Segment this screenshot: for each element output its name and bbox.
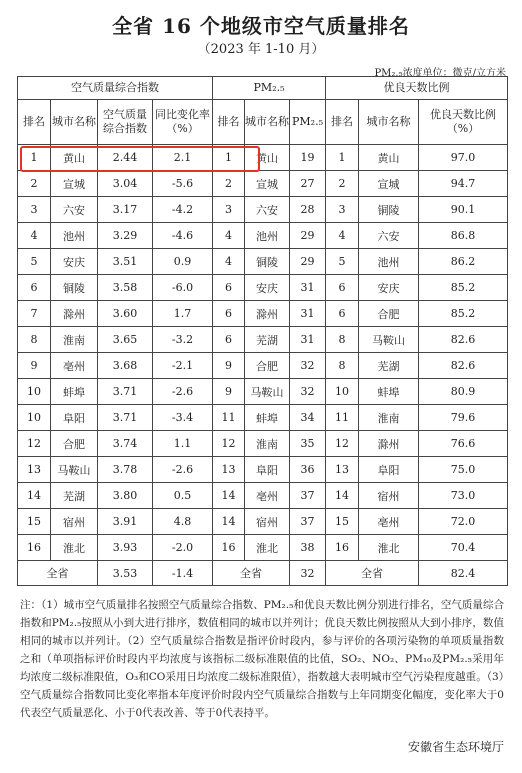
good-ratio-cell: 97.0 <box>419 145 508 171</box>
source-attribution: 安徽省生态环境厅 <box>407 740 504 754</box>
city-cell: 池州 <box>245 223 290 249</box>
rank-cell: 8 <box>326 327 359 353</box>
good-ratio-cell: 80.9 <box>419 379 508 405</box>
rank-cell: 14 <box>213 483 245 509</box>
city-cell: 淮北 <box>51 535 98 561</box>
table-row <box>18 249 508 275</box>
good-ratio-cell: 70.4 <box>419 535 508 561</box>
aqi-cell: 3.78 <box>98 457 153 483</box>
rank-cell: 13 <box>326 457 359 483</box>
rank-cell: 15 <box>326 509 359 535</box>
total-pm25: 32 <box>290 561 326 586</box>
aqi-cell: 2.44 <box>98 145 153 171</box>
rank-cell: 16 <box>326 535 359 561</box>
city-cell: 马鞍山 <box>245 379 290 405</box>
pm25-cell: 32 <box>290 353 326 379</box>
rank-cell: 11 <box>213 405 245 431</box>
col-city: 城市名称 <box>245 100 290 145</box>
good-ratio-cell: 94.7 <box>419 171 508 197</box>
group-header-pm25: PM₂.₅ <box>213 77 326 100</box>
city-cell: 安庆 <box>51 249 98 275</box>
change-cell: -3.2 <box>153 327 213 353</box>
aqi-cell: 3.74 <box>98 431 153 457</box>
rank-cell: 16 <box>213 535 245 561</box>
total-label: 全省 <box>213 561 290 586</box>
city-cell: 芜湖 <box>359 353 419 379</box>
aqi-cell: 3.68 <box>98 353 153 379</box>
highlight-box <box>20 146 260 172</box>
table-row <box>18 301 508 327</box>
aqi-cell: 3.60 <box>98 301 153 327</box>
footnotes: 注：（1）城市空气质量排名按照空气质量综合指数、PM₂.₅和优良天数比例分别进行排名，空气质量综合指数和PM₂.₅按照从小到大进行排序，数值相同的城市以并列计；优良天数比例按照从大到小排序，数值相同的城市以并列计。（2）空气质量综合指数是指评价时段内，参与评价的各项污染物的单项质量指数之和（单项指标评价时段内平均浓度与该指标二级标准限值的比值，SO₂、NO₂、PM₁₀及PM₂.₅采用年均浓度二级标准限值，O₃和CO采用日均浓度二级标准限值），指数越大表明城市空气污染程度越重。（3）空气质量综合指数同比变化率指本年度评价时段内空气质量综合指数与上年同期变化幅度，变化率大于0代表空气质量恶化、小于0代表改善、等于0代表持平。 <box>20 599 504 719</box>
aqi-cell: 3.71 <box>98 405 153 431</box>
aqi-cell: 3.51 <box>98 249 153 275</box>
rank-cell: 14 <box>213 509 245 535</box>
change-cell: -2.6 <box>153 379 213 405</box>
pm25-cell: 29 <box>290 249 326 275</box>
col-city: 城市名称 <box>359 100 419 145</box>
col-rank: 排名 <box>18 100 51 145</box>
table-row <box>18 353 508 379</box>
col-aqi: 空气质量综合指数 <box>98 100 153 145</box>
col-rank: 排名 <box>213 100 245 145</box>
pm25-cell: 31 <box>290 275 326 301</box>
city-cell: 铜陵 <box>51 275 98 301</box>
city-cell: 芜湖 <box>51 483 98 509</box>
table-row <box>18 509 508 535</box>
city-cell: 淮北 <box>359 535 419 561</box>
rank-cell: 6 <box>326 275 359 301</box>
good-ratio-cell: 86.2 <box>419 249 508 275</box>
pm25-cell: 36 <box>290 457 326 483</box>
city-cell: 合肥 <box>51 431 98 457</box>
change-cell: -2.1 <box>153 353 213 379</box>
rank-cell: 5 <box>326 249 359 275</box>
aqi-cell: 3.04 <box>98 171 153 197</box>
total-ratio: 82.4 <box>419 561 508 586</box>
rank-cell: 11 <box>326 405 359 431</box>
city-cell: 宿州 <box>245 509 290 535</box>
rank-cell: 8 <box>326 353 359 379</box>
city-cell: 宣城 <box>359 171 419 197</box>
city-cell: 淮南 <box>245 431 290 457</box>
rank-cell: 14 <box>326 483 359 509</box>
good-ratio-cell: 82.6 <box>419 327 508 353</box>
city-cell: 六安 <box>359 223 419 249</box>
rank-cell: 9 <box>213 379 245 405</box>
city-cell: 合肥 <box>359 301 419 327</box>
city-cell: 六安 <box>51 197 98 223</box>
rank-cell: 4 <box>213 223 245 249</box>
rank-cell: 3 <box>326 197 359 223</box>
city-cell: 芜湖 <box>245 327 290 353</box>
rank-cell: 8 <box>18 327 51 353</box>
rank-cell: 1 <box>326 145 359 171</box>
pm25-cell: 37 <box>290 509 326 535</box>
city-cell: 黄山 <box>51 145 98 171</box>
good-ratio-cell: 75.0 <box>419 457 508 483</box>
good-ratio-cell: 85.2 <box>419 275 508 301</box>
good-ratio-cell: 72.0 <box>419 509 508 535</box>
rank-cell: 2 <box>326 171 359 197</box>
rank-cell: 16 <box>18 535 51 561</box>
good-ratio-cell: 76.6 <box>419 431 508 457</box>
page-subtitle: （2023 年 1-10 月） <box>197 42 325 57</box>
city-cell: 滁州 <box>245 301 290 327</box>
change-cell: 0.5 <box>153 483 213 509</box>
change-cell: 1.7 <box>153 301 213 327</box>
pm25-cell: 31 <box>290 327 326 353</box>
rank-cell: 12 <box>326 431 359 457</box>
rank-cell: 6 <box>326 301 359 327</box>
aqi-cell: 3.91 <box>98 509 153 535</box>
rank-cell: 1 <box>18 145 51 171</box>
city-cell: 亳州 <box>51 353 98 379</box>
good-ratio-cell: 82.6 <box>419 353 508 379</box>
rank-cell: 15 <box>18 509 51 535</box>
city-cell: 蚌埠 <box>359 379 419 405</box>
col-pm25: PM₂.₅ <box>290 100 326 145</box>
city-cell: 滁州 <box>359 431 419 457</box>
table-row <box>18 275 508 301</box>
city-cell: 安庆 <box>245 275 290 301</box>
city-cell: 亳州 <box>245 483 290 509</box>
change-cell: -2.6 <box>153 457 213 483</box>
good-ratio-cell: 79.6 <box>419 405 508 431</box>
rank-cell: 7 <box>18 301 51 327</box>
pm25-cell: 32 <box>290 379 326 405</box>
col-city: 城市名称 <box>51 100 98 145</box>
aqi-cell: 3.65 <box>98 327 153 353</box>
city-cell: 亳州 <box>359 509 419 535</box>
good-ratio-cell: 90.1 <box>419 197 508 223</box>
total-label: 全省 <box>18 561 98 586</box>
rank-cell: 10 <box>326 379 359 405</box>
aqi-cell: 3.58 <box>98 275 153 301</box>
city-cell: 铜陵 <box>359 197 419 223</box>
city-cell: 阜阳 <box>359 457 419 483</box>
rank-cell: 14 <box>18 483 51 509</box>
rank-cell: 10 <box>18 405 51 431</box>
city-cell: 阜阳 <box>51 405 98 431</box>
city-cell: 宿州 <box>51 509 98 535</box>
city-cell: 池州 <box>359 249 419 275</box>
city-cell: 蚌埠 <box>51 379 98 405</box>
rank-cell: 1 <box>213 145 245 171</box>
pm25-cell: 27 <box>290 171 326 197</box>
pm25-cell: 34 <box>290 405 326 431</box>
rank-cell: 6 <box>213 275 245 301</box>
rank-cell: 13 <box>213 457 245 483</box>
rank-cell: 12 <box>18 431 51 457</box>
city-cell: 宣城 <box>245 171 290 197</box>
rank-cell: 3 <box>18 197 51 223</box>
city-cell: 淮北 <box>245 535 290 561</box>
unit-note: PM₂.₅浓度单位：微克/立方米 <box>374 68 506 79</box>
total-label: 全省 <box>326 561 419 586</box>
table-row <box>18 483 508 509</box>
city-cell: 马鞍山 <box>51 457 98 483</box>
col-change: 同比变化率（%） <box>153 100 213 145</box>
city-cell: 马鞍山 <box>359 327 419 353</box>
change-cell: -3.4 <box>153 405 213 431</box>
city-cell: 滁州 <box>51 301 98 327</box>
rank-cell: 2 <box>18 171 51 197</box>
pm25-cell: 38 <box>290 535 326 561</box>
pm25-cell: 37 <box>290 483 326 509</box>
pm25-cell: 19 <box>290 145 326 171</box>
rank-cell: 9 <box>18 353 51 379</box>
good-ratio-cell: 73.0 <box>419 483 508 509</box>
rank-cell: 4 <box>18 223 51 249</box>
rank-cell: 13 <box>18 457 51 483</box>
change-cell: 4.8 <box>153 509 213 535</box>
table-row <box>18 379 508 405</box>
city-cell: 淮南 <box>51 327 98 353</box>
city-cell: 黄山 <box>359 145 419 171</box>
city-cell: 合肥 <box>245 353 290 379</box>
table-row <box>18 327 508 353</box>
change-cell: -6.0 <box>153 275 213 301</box>
rank-cell: 9 <box>213 353 245 379</box>
good-ratio-cell: 86.8 <box>419 223 508 249</box>
city-cell: 六安 <box>245 197 290 223</box>
table-row <box>18 457 508 483</box>
city-cell: 阜阳 <box>245 457 290 483</box>
good-ratio-cell: 85.2 <box>419 301 508 327</box>
rank-cell: 2 <box>213 171 245 197</box>
aqi-cell: 3.80 <box>98 483 153 509</box>
rank-cell: 3 <box>213 197 245 223</box>
rank-cell: 4 <box>326 223 359 249</box>
pm25-cell: 31 <box>290 301 326 327</box>
change-cell: -4.2 <box>153 197 213 223</box>
change-cell: 0.9 <box>153 249 213 275</box>
aqi-cell: 3.93 <box>98 535 153 561</box>
change-cell: -5.6 <box>153 171 213 197</box>
total-change: -1.4 <box>153 561 213 586</box>
rank-cell: 4 <box>213 249 245 275</box>
city-cell: 宣城 <box>51 171 98 197</box>
rank-cell: 5 <box>18 249 51 275</box>
aqi-cell: 3.17 <box>98 197 153 223</box>
pm25-cell: 35 <box>290 431 326 457</box>
change-cell: -4.6 <box>153 223 213 249</box>
rank-cell: 6 <box>213 327 245 353</box>
change-cell: 2.1 <box>153 145 213 171</box>
city-cell: 宿州 <box>359 483 419 509</box>
rank-cell: 6 <box>213 301 245 327</box>
table-row <box>18 535 508 561</box>
table-row <box>18 223 508 249</box>
aqi-cell: 3.29 <box>98 223 153 249</box>
rank-cell: 6 <box>18 275 51 301</box>
change-cell: 1.1 <box>153 431 213 457</box>
city-cell: 淮南 <box>359 405 419 431</box>
pm25-cell: 28 <box>290 197 326 223</box>
group-header-aqi: 空气质量综合指数 <box>18 77 213 100</box>
group-header-good-days: 优良天数比例 <box>326 77 508 100</box>
total-aqi: 3.53 <box>98 561 153 586</box>
table-row <box>18 197 508 223</box>
table-row <box>18 431 508 457</box>
table-row <box>18 171 508 197</box>
page-title: 全省 16 个地级市空气质量排名 <box>112 14 410 38</box>
city-cell: 黄山 <box>245 145 290 171</box>
rank-cell: 12 <box>213 431 245 457</box>
col-good-ratio: 优良天数比例（%） <box>419 100 508 145</box>
change-cell: -2.0 <box>153 535 213 561</box>
pm25-cell: 29 <box>290 223 326 249</box>
city-cell: 蚌埠 <box>245 405 290 431</box>
city-cell: 池州 <box>51 223 98 249</box>
rank-cell: 10 <box>18 379 51 405</box>
province-total-row <box>18 561 508 586</box>
col-rank: 排名 <box>326 100 359 145</box>
table-row <box>18 405 508 431</box>
city-cell: 安庆 <box>359 275 419 301</box>
aqi-cell: 3.71 <box>98 379 153 405</box>
city-cell: 铜陵 <box>245 249 290 275</box>
